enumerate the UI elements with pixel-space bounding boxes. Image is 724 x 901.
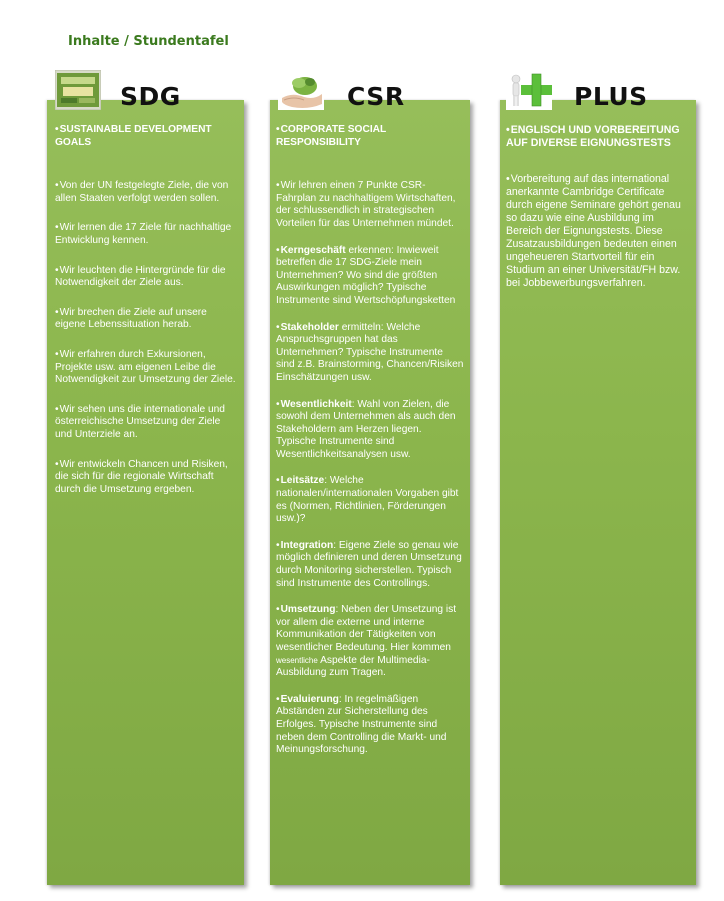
hands-with-leaves-image — [278, 70, 324, 110]
csr-item: •Evaluierung: In regelmäßigen Abständen zur Sicherstellung des Erfolges. Typische Instrumente sind neben dem Controlling die Markt- und Meinungsforschung. — [276, 693, 447, 756]
column-plus — [500, 100, 696, 885]
sdg-item: •Wir erfahren durch Exkursionen, Projekte usw. am eigenen Leibe die Notwendigkeit zur Umsetzung der Ziele. — [55, 348, 236, 386]
csr-item: •Wesentlichkeit: Wahl von Zielen, die sowohl dem Unternehmen als auch den Stakeholdern am Herzen liegen. Typische Instrumente sind Wesentlichkeitsanalysen usw. — [276, 398, 456, 460]
figure-with-green-plus-image — [506, 70, 552, 110]
sdg-item: •Wir leuchten die Hintergründe für die Notwendigkeit der Ziele aus. — [55, 264, 226, 289]
sdg-title: SDG — [120, 82, 181, 111]
sdg-item: •Wir entwickeln Chancen und Risiken, die sich für die regionale Wirtschaft durch die Umsetzung ergeben. — [55, 458, 228, 495]
csr-heading: •CORPORATE SOCIAL RESPONSIBILITY — [276, 124, 387, 148]
csr-item: •Kerngeschäft erkennen: Inwieweit betreffen die 17 SDG-Ziele mein Unternehmen? Wo sind die größten Auswirkungen möglich? Typische Instrumente sind Wertschöpfungsketten — [276, 244, 456, 306]
csr-item: •Integration: Eigene Ziele so genau wie möglich definieren und deren Umsetzung durch Monitoring sicherstellen. Typisch sind Instrumente des Controllings. — [276, 539, 462, 589]
sdg-item: •Von der UN festgelegte Ziele, die von allen Staaten verfolgt werden sollen. — [55, 180, 229, 204]
csr-item: •Leitsätze: Welche nationalen/internationalen Vorgaben gibt es (Normen, Richtlinien, Förderungen usw.)? — [276, 475, 459, 525]
column-plus-body — [506, 124, 690, 305]
column-sdg — [47, 100, 244, 885]
plus-title: PLUS — [574, 82, 648, 111]
sdg-item: •Wir brechen die Ziele auf unsere eigene Lebenssituation herab. — [55, 306, 207, 331]
sdg-heading: •SUSTAINABLE DEVELOPMENT GOALS — [55, 124, 212, 148]
csr-intro: •Wir lehren einen 7 Punkte CSR-Fahrplan zu nachhaltigem Wirtschaften, der schlussendlich in strategischen Vorteilen für das Unternehmen mündet. — [276, 180, 456, 229]
sdg-item: •Wir lernen die 17 Ziele für nachhaltige Entwicklung kennen. — [55, 222, 232, 246]
column-csr-body — [276, 124, 464, 771]
column-sdg-body — [55, 124, 238, 513]
sdg-item: •Wir sehen uns die internationale und österreichische Umsetzung der Ziele und Unterziele an. — [55, 403, 225, 440]
csr-item: •Stakeholder ermitteln: Welche Anspruchsgruppen hat das Unternehmen? Typische Instrumente sind z.B. Brainstorming, Chancen/Risiken Einschätzungen usw. — [276, 321, 464, 383]
plus-item: •Vorbereitung auf das international anerkannte Cambridge Certificate durch eigene Seminare gehört genau so dazu wie eine Ausbildung im Bereich der Eignungstests. Diese Zusatzausbildungen bedeuten einen ungeheueren Startvorteil für ein Studium an einer Universität/FH bzw. bei Jobbewerbungsverfahren. — [506, 173, 681, 289]
page-heading: Inhalte / Stundentafel — [68, 34, 229, 49]
csr-title: CSR — [347, 82, 405, 111]
csr-item: •Umsetzung: Neben der Umsetzung ist vor allem die externe und interne Kommunikation der Tätigkeiten von wesentlicher Bedeutung. Hier kommen wesentliche Aspekte der Multimedia-Ausbildung zum Tragen. — [276, 604, 457, 679]
sdg-poster-image — [55, 70, 101, 110]
plus-heading: •ENGLISCH UND VORBEREITUNG AUF DIVERSE EIGNUNGSTESTS — [506, 124, 680, 149]
column-csr — [270, 100, 470, 885]
